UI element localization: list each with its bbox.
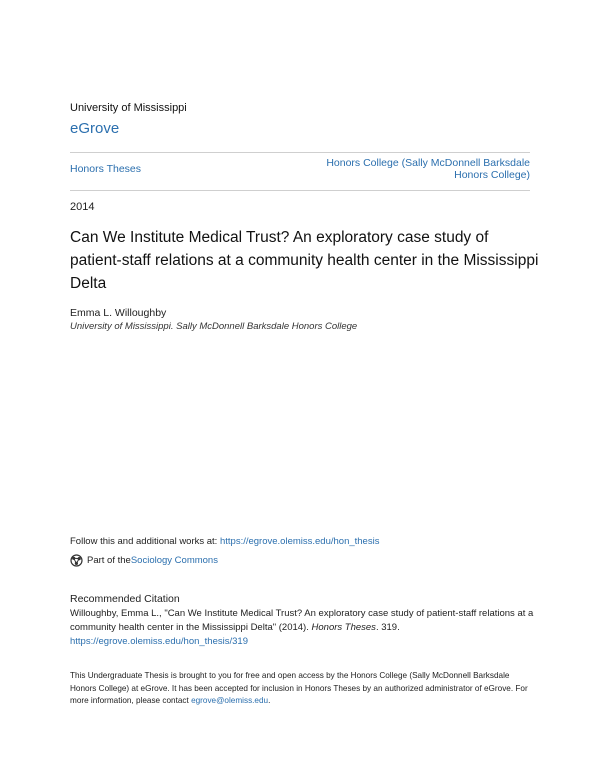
follow-url-link[interactable]: https://egrove.olemiss.edu/hon_thesis bbox=[219, 536, 380, 547]
follow-line bbox=[70, 536, 379, 547]
part-of-line bbox=[70, 554, 218, 567]
statement-text: This Undergraduate Thesis is brought to you for free and open access by the Honors College (Sally McDonnell Barksdale Honors College) at eGrove. It has been accepted for inclusion in Honors Theses by an authorized administrator of eGrove. For more information, please contact bbox=[70, 671, 528, 705]
author-name: Emma L. Willoughby bbox=[70, 307, 167, 319]
access-statement bbox=[70, 670, 535, 708]
citation-number: . 319. bbox=[375, 622, 400, 633]
contact-email-link[interactable]: egrove@olemiss.edu bbox=[191, 696, 269, 705]
egrove-link[interactable]: eGrove bbox=[70, 120, 120, 137]
statement-end: . bbox=[268, 696, 271, 705]
part-of-label: Part of the bbox=[87, 555, 131, 566]
honors-theses-link[interactable]: Honors Theses bbox=[70, 163, 142, 175]
follow-label: Follow this and additional works at: bbox=[70, 536, 220, 547]
citation-body: Willoughby, Emma L., "Can We Institute Medical Trust? An exploratory case study of patient-staff relations at a community health center in the Mississippi Delta" (2014). bbox=[70, 608, 534, 633]
citation-text bbox=[70, 607, 535, 649]
citation-series: Honors Theses bbox=[311, 622, 376, 633]
publication-year: 2014 bbox=[70, 201, 95, 213]
document-title: Can We Institute Medical Trust? An exploratory case study of patient-staff relations at a community health center in the Mississippi Delta bbox=[70, 229, 539, 292]
divider bbox=[70, 190, 530, 191]
sociology-commons-link[interactable]: Sociology Commons bbox=[130, 555, 218, 566]
commons-network-icon bbox=[70, 554, 83, 567]
university-name: University of Mississippi bbox=[70, 102, 187, 114]
citation-heading: Recommended Citation bbox=[70, 593, 180, 605]
citation-url-link[interactable]: https://egrove.olemiss.edu/hon_thesis/319 bbox=[70, 636, 248, 647]
author-affiliation: University of Mississippi. Sally McDonnell Barksdale Honors College bbox=[70, 321, 358, 332]
honors-college-link[interactable]: Honors College (Sally McDonnell Barksdale Honors College) bbox=[326, 157, 530, 181]
divider bbox=[70, 152, 530, 153]
